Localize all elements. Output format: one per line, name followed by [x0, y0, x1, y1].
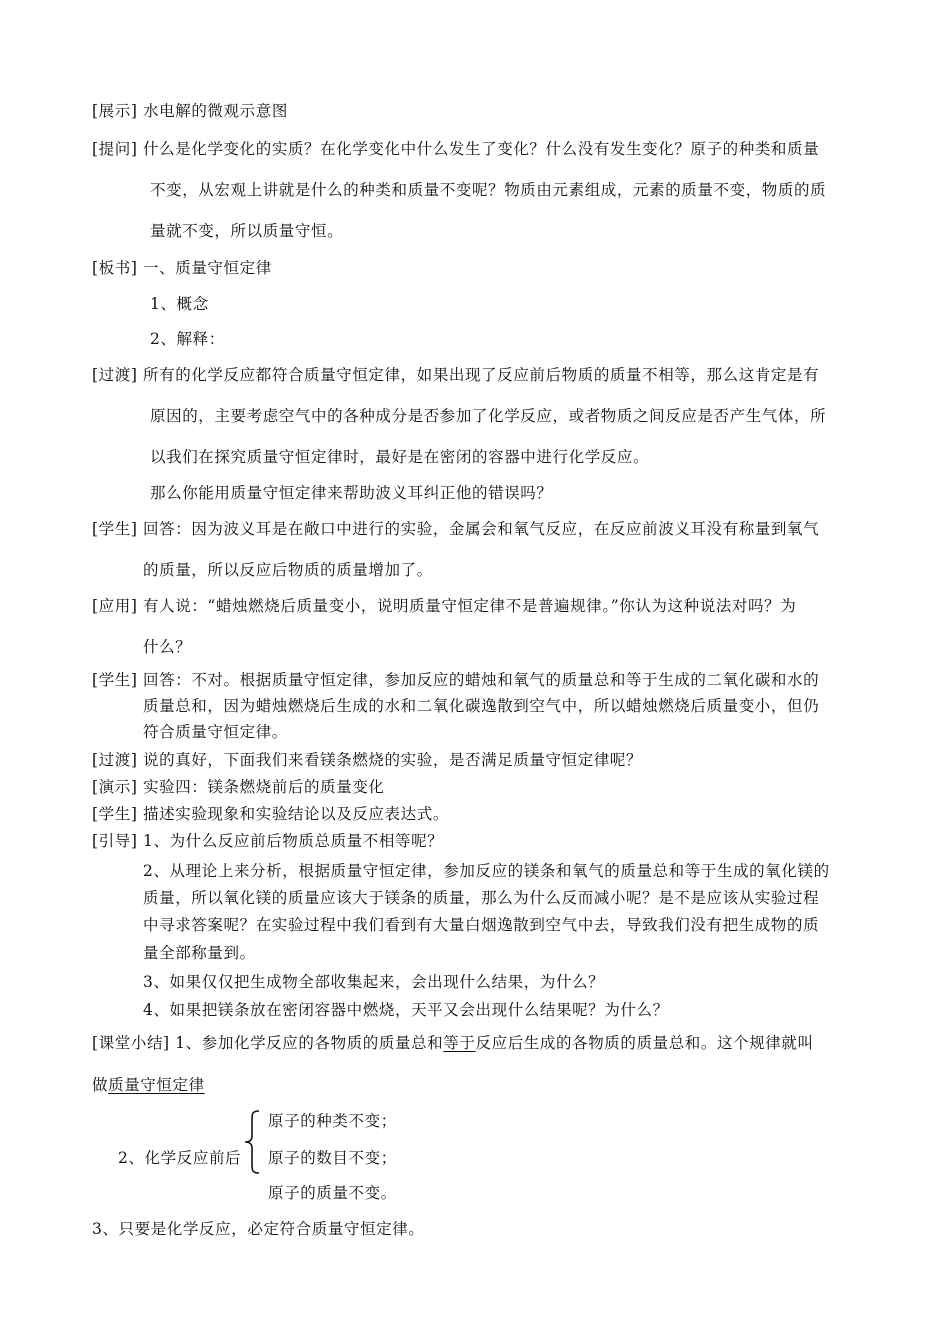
final-line: 3、只要是化学反应，必定符合质量守恒定律。: [92, 1220, 425, 1238]
line-student-1: [学生] 回答：因为波义耳是在敞口中进行的实验，金属会和氧气反应，在反应前波义耳没有称量到氧气: [92, 520, 820, 538]
line-question-1: [提问] 什么是化学变化的实质？在化学变化中什么发生了变化？什么没有发生变化？原子的种类和质量: [92, 140, 820, 158]
brace-item-mass: 原子的质量不变。: [268, 1184, 397, 1202]
line-question-2: 不变，从宏观上讲就是什么的种类和质量不变呢？物质由元素组成，元素的质量不变，物质的质: [150, 181, 827, 199]
line-student2-1: [学生] 回答：不对。根据质量守恒定律，参加反应的蜡烛和氧气的质量总和等于生成的二氧化碳和水的: [92, 671, 820, 689]
line-transition-3: 以我们在探究质量守恒定律时，最好是在密闭的容器中进行化学反应。: [150, 448, 650, 466]
line-transition-1: [过渡] 所有的化学反应都符合质量守恒定律，如果出现了反应前后物质的质量不相等，那么这肯定是有: [92, 366, 820, 384]
line-transition2: [过渡] 说的真好，下面我们来看镁条燃烧的实验，是否满足质量守恒定律呢？: [92, 751, 643, 769]
summary-underlined-equals: 等于: [443, 1034, 476, 1052]
line-question-3: 量就不变，所以质量守恒。: [150, 222, 344, 240]
summary-line2-prefix: 做: [92, 1076, 109, 1094]
line-guide-5: 量全部称量到。: [143, 944, 256, 962]
line-guide-3: 质量，所以氧化镁的质量应该大于镁条的质量，那么为什么反而减小呢？是不是应该从实验过程: [143, 889, 820, 907]
line-apply-1: [应用] 有人说：“蜡烛燃烧后质量变小，说明质量守恒定律不是普遍规律。”你认为这种说法对吗？为: [92, 597, 797, 615]
line-student2-2: 质量总和，因为蜡烛燃烧后生成的水和二氧化碳逸散到空气中，所以蜡烛燃烧后质量变小，但仍: [143, 697, 820, 715]
brace-item-kind: 原子的种类不变；: [268, 1112, 397, 1130]
summary-suffix: 反应后生成的各物质的质量总和。这个规律就叫: [475, 1034, 814, 1052]
line-show: [展示] 水电解的微观示意图: [92, 102, 288, 120]
line-demo: [演示] 实验四：镁条燃烧前后的质量变化: [92, 778, 385, 796]
line-guide-7: 4、如果把镁条放在密闭容器中燃烧，天平又会出现什么结果呢？为什么？: [143, 1001, 669, 1019]
summary-law-name: 质量守恒定律: [108, 1076, 205, 1094]
line-apply-2: 什么？: [143, 638, 192, 656]
brace-label: 2、化学反应前后: [118, 1149, 242, 1167]
line-explain: 2、解释：: [150, 330, 225, 348]
line-guide-4: 中寻求答案呢？在实验过程中我们看到有大量白烟逸散到空气中去，导致我们没有把生成物的质: [143, 916, 820, 934]
brace-item-number: 原子的数目不变；: [268, 1149, 397, 1167]
line-student3: [学生] 描述实验现象和实验结论以及反应表达式。: [92, 805, 449, 823]
line-transition-2: 原因的，主要考虑空气中的各种成分是否参加了化学反应，或者物质之间反应是否产生气体，所: [150, 407, 827, 425]
line-guide-1: [引导] 1、为什么反应前后物质总质量不相等呢？: [92, 832, 444, 850]
curly-brace-icon: [243, 1110, 261, 1174]
line-concept: 1、概念: [150, 295, 209, 313]
line-student2-3: 符合质量守恒定律。: [143, 723, 288, 741]
line-transition-4: 那么你能用质量守恒定律来帮助波义耳纠正他的错误吗？: [150, 484, 553, 502]
line-student-2: 的质量，所以反应后物质的质量增加了。: [143, 561, 433, 579]
line-guide-6: 3、如果仅仅把生成物全部收集起来，会出现什么结果，为什么？: [143, 973, 605, 991]
summary-line-1: [92, 1033, 814, 1053]
line-guide-2: 2、从理论上来分析，根据质量守恒定律，参加反应的镁条和氧气的质量总和等于生成的氧化镁的: [143, 862, 830, 880]
line-board: [板书] 一、质量守恒定律: [92, 259, 272, 277]
summary-line-2: [92, 1075, 205, 1095]
summary-prefix: [课堂小结] 1、参加化学反应的各物质的质量总和: [92, 1034, 444, 1052]
